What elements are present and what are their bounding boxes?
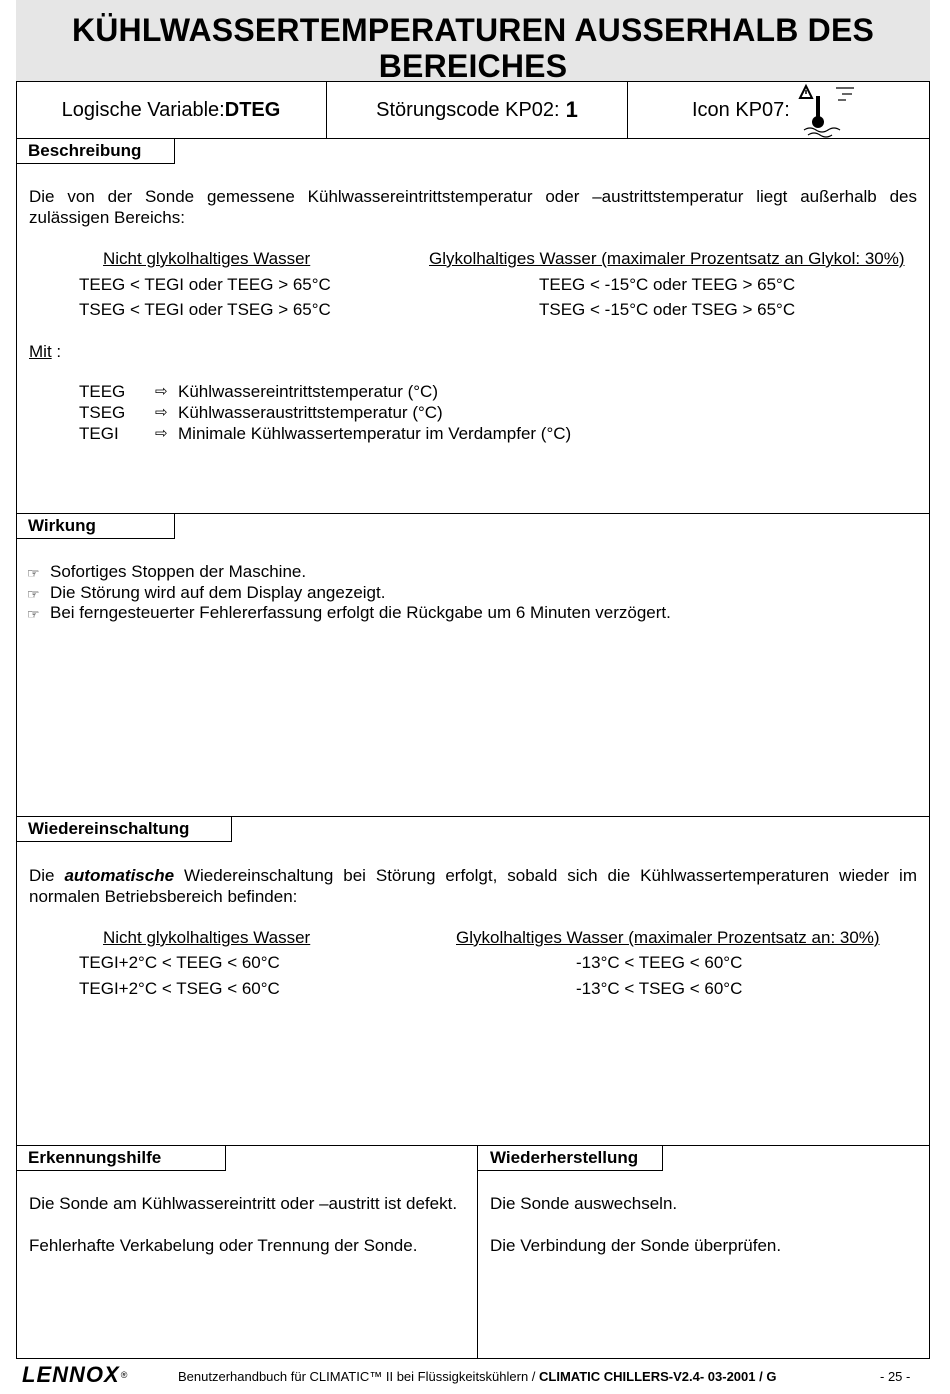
wiedereinschaltung-col1-header: Nicht glykolhaltiges Wasser xyxy=(103,928,311,947)
section-erkennungshilfe-heading: Erkennungshilfe xyxy=(16,1146,226,1171)
logical-variable-label: Logische Variable: xyxy=(61,98,225,121)
pointing-hand-icon: ☞ xyxy=(27,586,40,602)
wirkung-item: Bei ferngesteuerter Fehlererfassung erfolgt die Rückgabe um 6 Minuten verzögert. xyxy=(50,603,671,622)
wiederherstellung-line: Die Verbindung der Sonde überprüfen. xyxy=(490,1236,782,1255)
logical-variable-value: DTEG xyxy=(224,98,281,121)
wiedereinschaltung-col2-header: Glykolhaltiges Wasser (maximaler Prozentsatz an: 30%) xyxy=(456,928,880,947)
title-line-2: BEREICHES xyxy=(378,48,568,84)
lennox-logo: LENNOX® xyxy=(22,1362,128,1387)
beschreibung-intro: Die von der Sonde gemessene Kühlwassereintrittstemperatur oder –austrittstemperatur liegt außerhalb des zulässigen Bereichs: xyxy=(29,187,917,227)
section-wirkung-heading: Wirkung xyxy=(16,514,175,539)
beschreibung-col1-header: Nicht glykolhaltiges Wasser xyxy=(103,249,311,268)
arrow-right-icon: ⇨ xyxy=(155,404,168,421)
pointing-hand-icon: ☞ xyxy=(27,565,40,581)
footer-text: Benutzerhandbuch für CLIMATIC™ II bei Flüssigkeitskühlern / CLIMATIC CHILLERS-V2.4- 03-2001 / G xyxy=(178,1369,777,1384)
definition-abbr: TEGI xyxy=(79,424,119,443)
emphasis-automatische: automatische xyxy=(64,866,175,885)
definition-abbr: TSEG xyxy=(79,403,126,422)
wirkung-item: Die Störung wird auf dem Display angezeigt. xyxy=(50,583,386,602)
fault-code-label: Störungscode KP02: xyxy=(376,98,560,121)
column-divider xyxy=(477,1145,478,1359)
section-beschreibung-heading: Beschreibung xyxy=(16,139,175,164)
wiedereinschaltung-intro: Die automatische Wiedereinschaltung bei Störung erfolgt, sobald sich die Kühlwassertemperaturen wieder im normalen Betriebsbereich befinden: xyxy=(29,866,917,906)
definition-abbr: TEEG xyxy=(79,382,126,401)
pointing-hand-icon: ☞ xyxy=(27,606,40,622)
fault-code-cell xyxy=(327,82,627,138)
section-wiedereinschaltung-heading: Wiedereinschaltung xyxy=(16,817,232,842)
fault-code-value: 1 xyxy=(565,97,578,122)
beschreibung-col2-row: TSEG < -15°C oder TSEG > 65°C xyxy=(539,300,796,319)
beschreibung-col1-row: TSEG < TEGI oder TSEG > 65°C xyxy=(79,300,331,319)
title-line-1: KÜHLWASSERTEMPERATUREN AUSSERHALB DES xyxy=(71,12,875,48)
icon-cell xyxy=(628,82,930,138)
wiedereinschaltung-col2-row: -13°C < TEEG < 60°C xyxy=(576,953,743,972)
beschreibung-col2-header: Glykolhaltiges Wasser (maximaler Prozentsatz an Glykol: 30%) xyxy=(429,249,905,268)
beschreibung-col2-row: TEEG < -15°C oder TEEG > 65°C xyxy=(539,275,796,294)
page-title xyxy=(16,0,930,82)
logical-variable-cell xyxy=(16,82,326,138)
warning-thermometer-icon xyxy=(798,82,860,138)
arrow-right-icon: ⇨ xyxy=(155,383,168,400)
wirkung-item: Sofortiges Stoppen der Maschine. xyxy=(50,562,307,581)
erkennungshilfe-line: Fehlerhafte Verkabelung oder Trennung der Sonde. xyxy=(29,1236,418,1255)
icon-label: Icon KP07: xyxy=(692,98,790,121)
definition-text: Kühlwasseraustrittstemperatur (°C) xyxy=(178,403,443,422)
page-number: - 25 - xyxy=(880,1369,911,1384)
erkennungshilfe-line: Die Sonde am Kühlwassereintritt oder –austritt ist defekt. xyxy=(29,1194,458,1213)
arrow-right-icon: ⇨ xyxy=(155,425,168,442)
wiedereinschaltung-col1-row: TEGI+2°C < TSEG < 60°C xyxy=(79,979,280,998)
wiedereinschaltung-col1-row: TEGI+2°C < TEEG < 60°C xyxy=(79,953,280,972)
wiederherstellung-line: Die Sonde auswechseln. xyxy=(490,1194,678,1213)
definition-text: Kühlwassereintrittstemperatur (°C) xyxy=(178,382,438,401)
section-wiederherstellung-heading: Wiederherstellung xyxy=(478,1146,663,1171)
mit-label: Mit : xyxy=(29,342,62,361)
wiedereinschaltung-col2-row: -13°C < TSEG < 60°C xyxy=(576,979,743,998)
definition-text: Minimale Kühlwassertemperatur im Verdampfer (°C) xyxy=(178,424,572,443)
beschreibung-col1-row: TEEG < TEGI oder TEEG > 65°C xyxy=(79,275,331,294)
